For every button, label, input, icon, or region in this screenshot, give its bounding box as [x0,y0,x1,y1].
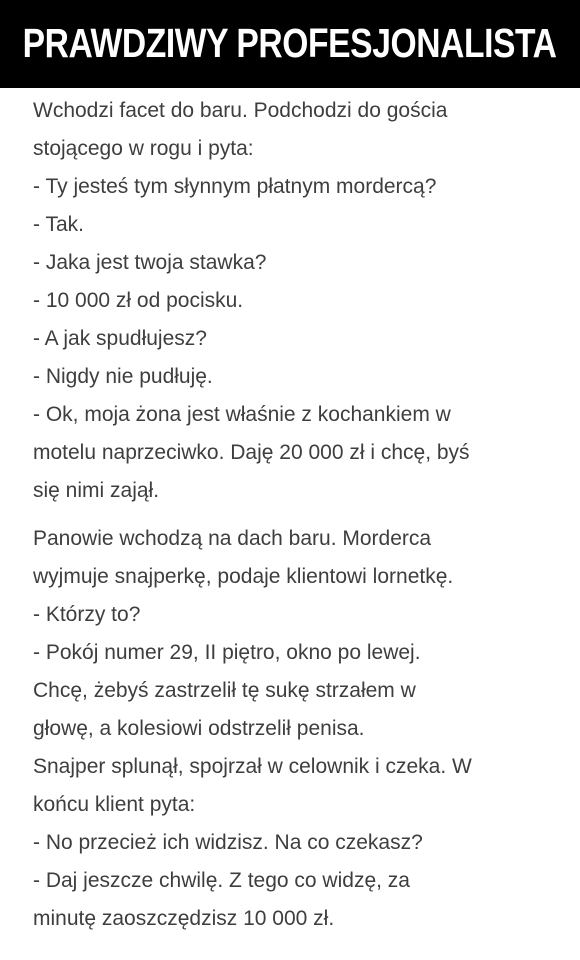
story-line: Wchodzi facet do baru. Podchodzi do gościa [33,99,448,122]
story-line: - Tak. [33,213,84,236]
story-text-panel [0,88,580,960]
story-line: - Ok, moja żona jest właśnie z kochankiem w [33,403,451,426]
story-line: - 10 000 zł od pocisku. [33,289,244,312]
story-line: - Nigdy nie pudłuję. [33,365,213,388]
story-line: - Daj jeszcze chwilę. Z tego co widzę, za [33,869,410,892]
story-line: stojącego w rogu i pyta: [33,137,254,160]
story-line: - Pokój numer 29, II piętro, okno po lewej. [33,641,421,664]
page-title: PRAWDZIWY PROFESJONALISTA [23,19,557,66]
title-banner [0,0,580,88]
story-line: - A jak spudłujesz? [33,327,207,350]
story-line: - No przecież ich widzisz. Na co czekasz? [33,831,423,854]
story-line: - Którzy to? [33,603,141,626]
story-line: wyjmuje snajperkę, podaje klientowi lornetkę. [33,565,454,588]
story-line: - Ty jesteś tym słynnym płatnym mordercą? [33,175,437,198]
story-line: Panowie wchodzą na dach baru. Morderca [33,527,432,550]
story-line: głowę, a kolesiowi odstrzelił penisa. [33,717,365,740]
story-line: Chcę, żebyś zastrzelił tę sukę strzałem w [33,679,416,702]
story-line: motelu naprzeciwko. Daję 20 000 zł i chcę, byś [33,441,470,464]
story-line: się nimi zajął. [33,479,160,502]
story-line: - Jaka jest twoja stawka? [33,251,267,274]
story-line: Snajper splunął, spojrzał w celownik i czeka. W [33,755,472,778]
story-line: minutę zaoszczędzisz 10 000 zł. [33,907,335,930]
story-line: końcu klient pyta: [33,793,196,816]
